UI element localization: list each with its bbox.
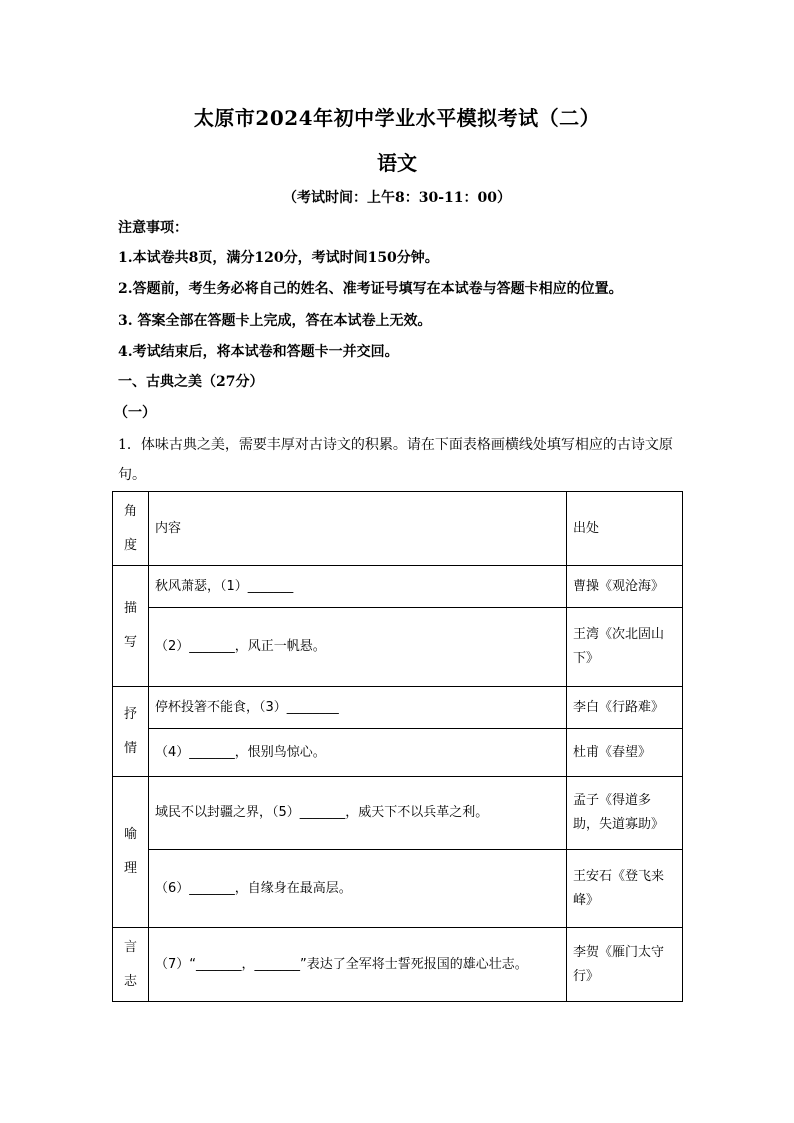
notice-item-1: 1.本试卷共8页，满分120分，考试时间150分钟。 (118, 250, 439, 266)
source-cell: 王湾《次北固山下》 (567, 608, 683, 687)
table-row (113, 729, 683, 777)
section-title: 一、古典之美（27分） (118, 374, 264, 390)
source-cell: 王安石《登飞来峰》 (567, 850, 683, 928)
source-cell: 李白《行路难》 (567, 687, 683, 729)
content-cell: （7）“_______，_______”表达了全军将士誓死报国的雄心壮志。 (149, 928, 567, 1002)
section-part: （一） (114, 405, 156, 421)
angle-cell: 描写 (113, 566, 149, 687)
source-cell: 李贺《雁门太守行》 (567, 928, 683, 1002)
angle-cell: 抒情 (113, 687, 149, 777)
subject-title: 语文 (377, 151, 417, 175)
source-cell: 杜甫《春望》 (567, 729, 683, 777)
table-row (113, 687, 683, 729)
exam-time: （考试时间：上午8：30-11：00） (283, 190, 511, 206)
header-source: 出处 (567, 492, 683, 566)
question-1: 1．体味古典之美，需要丰厚对古诗文的积累。请在下面表格画横线处填写相应的古诗文原句。 (118, 437, 673, 483)
notice-item-4: 4.考试结束后，将本试卷和答题卡一并交回。 (118, 344, 399, 360)
content-cell: 秋风萧瑟，（1）_______ (149, 566, 567, 608)
notice-heading: 注意事项： (118, 220, 188, 236)
exam-title: 太原市2024年初中学业水平模拟考试（二） (193, 106, 601, 130)
table-row (113, 928, 683, 1002)
content-cell: （6）_______，自缘身在最高层。 (149, 850, 567, 928)
content-cell: 停杯投箸不能食，（3）________ (149, 687, 567, 729)
notice-item-3: 3. 答案全部在答题卡上完成，答在本试卷上无效。 (118, 313, 432, 329)
source-cell: 孟子《得道多助，失道寡助》 (567, 777, 683, 850)
angle-cell: 喻理 (113, 777, 149, 928)
content-cell: （2）_______，风正一帆悬。 (149, 608, 567, 687)
source-cell: 曹操《观沧海》 (567, 566, 683, 608)
table-row (113, 850, 683, 928)
table-row (113, 566, 683, 608)
poem-table (112, 491, 683, 1002)
table-row (113, 777, 683, 850)
table-header-row (113, 492, 683, 566)
header-angle: 角度 (113, 492, 149, 566)
angle-cell: 言志 (113, 928, 149, 1002)
notice-item-2: 2.答题前，考生务必将自己的姓名、准考证号填写在本试卷与答题卡相应的位置。 (118, 281, 623, 297)
content-cell: （4）_______，恨别鸟惊心。 (149, 729, 567, 777)
content-cell: 域民不以封疆之界，（5）_______，威天下不以兵革之利。 (149, 777, 567, 850)
table-row (113, 608, 683, 687)
header-content: 内容 (149, 492, 567, 566)
